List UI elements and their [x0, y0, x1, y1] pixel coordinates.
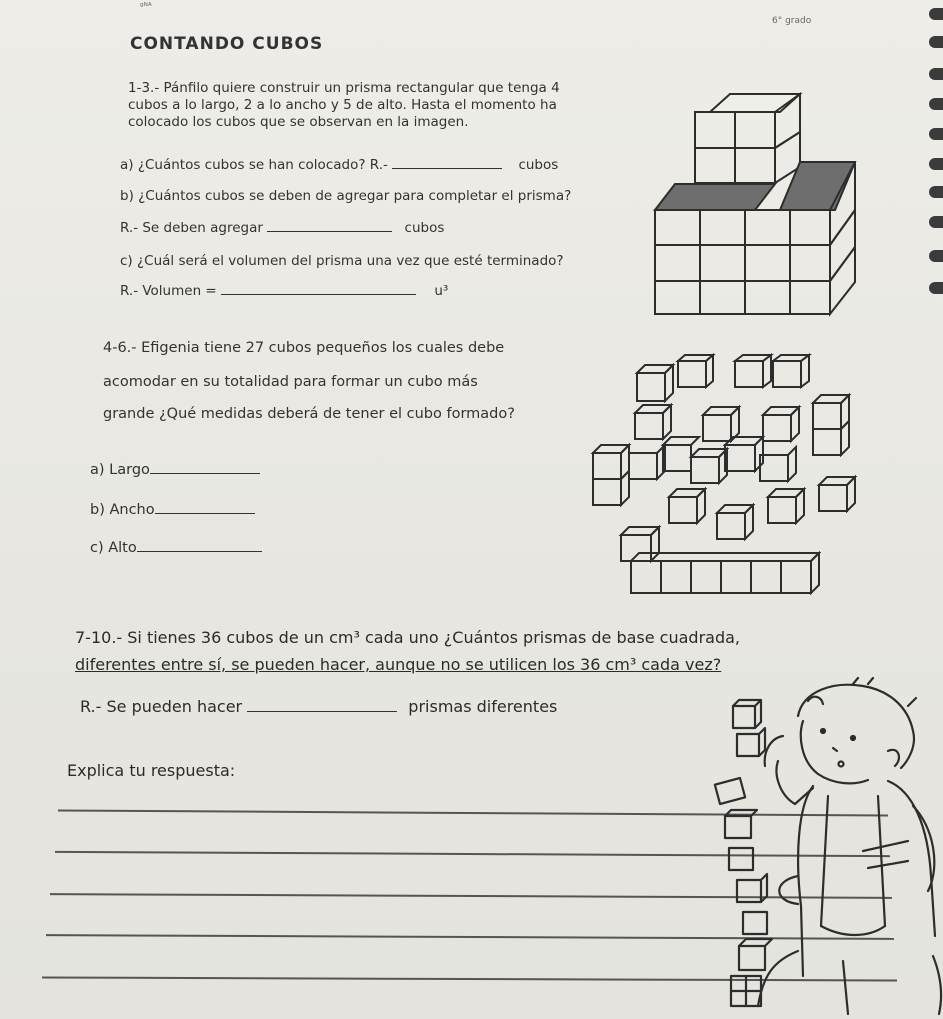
s3-question-line-1: 7-10.- Si tienes 36 cubos de un cm³ cada uno ¿Cuántos prismas de base cuadrada,	[75, 628, 741, 647]
question-b: b) ¿Cuántos cubos se deben de agregar para completar el prisma?	[120, 188, 572, 204]
dimension-ancho	[90, 502, 255, 518]
top-mark: ᵍᴺᴬ	[140, 2, 152, 12]
answer-a-blank[interactable]	[392, 168, 502, 169]
s1-intro-line-2: cubos a lo largo, 2 a lo ancho y 5 de alto. Hasta el momento ha	[128, 97, 557, 113]
dimension-ancho-blank[interactable]	[155, 513, 255, 514]
dimension-largo-label: a) Largo	[90, 462, 150, 478]
s2-intro-line-3: grande ¿Qué medidas deberá de tener el cubo formado?	[103, 406, 515, 422]
answer-c-row	[120, 283, 448, 299]
answer-c-label: R.- Volumen =	[120, 283, 217, 299]
dimension-alto-blank[interactable]	[137, 551, 262, 552]
dimension-largo	[90, 462, 260, 478]
question-a	[120, 157, 558, 173]
answer-c-blank[interactable]	[221, 294, 416, 295]
answer-b-label: R.- Se deben agregar	[120, 220, 263, 236]
s3-answer-unit: prismas diferentes	[408, 697, 558, 716]
question-a-label: a) ¿Cuántos cubos se han colocado? R.-	[120, 157, 388, 173]
s3-answer-blank[interactable]	[247, 711, 397, 712]
s1-intro-line-3: colocado los cubos que se observan en la imagen.	[128, 114, 469, 130]
question-a-unit: cubos	[518, 157, 559, 173]
answer-b-unit: cubos	[404, 220, 445, 236]
explain-label: Explica tu respuesta:	[67, 761, 236, 780]
dimension-largo-blank[interactable]	[150, 473, 260, 474]
answer-b-blank[interactable]	[267, 231, 392, 232]
dimension-alto	[90, 540, 262, 556]
s3-answer-label: R.- Se pueden hacer	[80, 697, 243, 716]
s2-intro-line-1: 4-6.- Efigenia tiene 27 cubos pequeños los cuales debe	[103, 340, 505, 356]
answer-b-row	[120, 220, 444, 236]
boy-stacking-cubes-illustration	[703, 676, 943, 1016]
s1-intro-line-1: 1-3.- Pánfilo quiere construir un prisma rectangular que tenga 4	[128, 80, 560, 96]
prism-cubes-illustration	[650, 92, 870, 317]
dimension-alto-label: c) Alto	[90, 540, 137, 556]
question-c: c) ¿Cuál será el volumen del prisma una vez que esté terminado?	[120, 253, 564, 269]
dimension-ancho-label: b) Ancho	[90, 502, 155, 518]
page-title: CONTANDO CUBOS	[130, 34, 324, 54]
scattered-cubes-illustration	[585, 345, 865, 605]
s3-answer-row	[80, 697, 557, 716]
s3-question-line-2: diferentes entre sí, se pueden hacer, aunque no se utilicen los 36 cm³ cada vez?	[75, 655, 722, 674]
answer-c-unit: u³	[434, 283, 449, 299]
grade-label: 6° grado	[772, 16, 812, 26]
s2-intro-line-2: acomodar en su totalidad para formar un cubo más	[103, 374, 478, 390]
